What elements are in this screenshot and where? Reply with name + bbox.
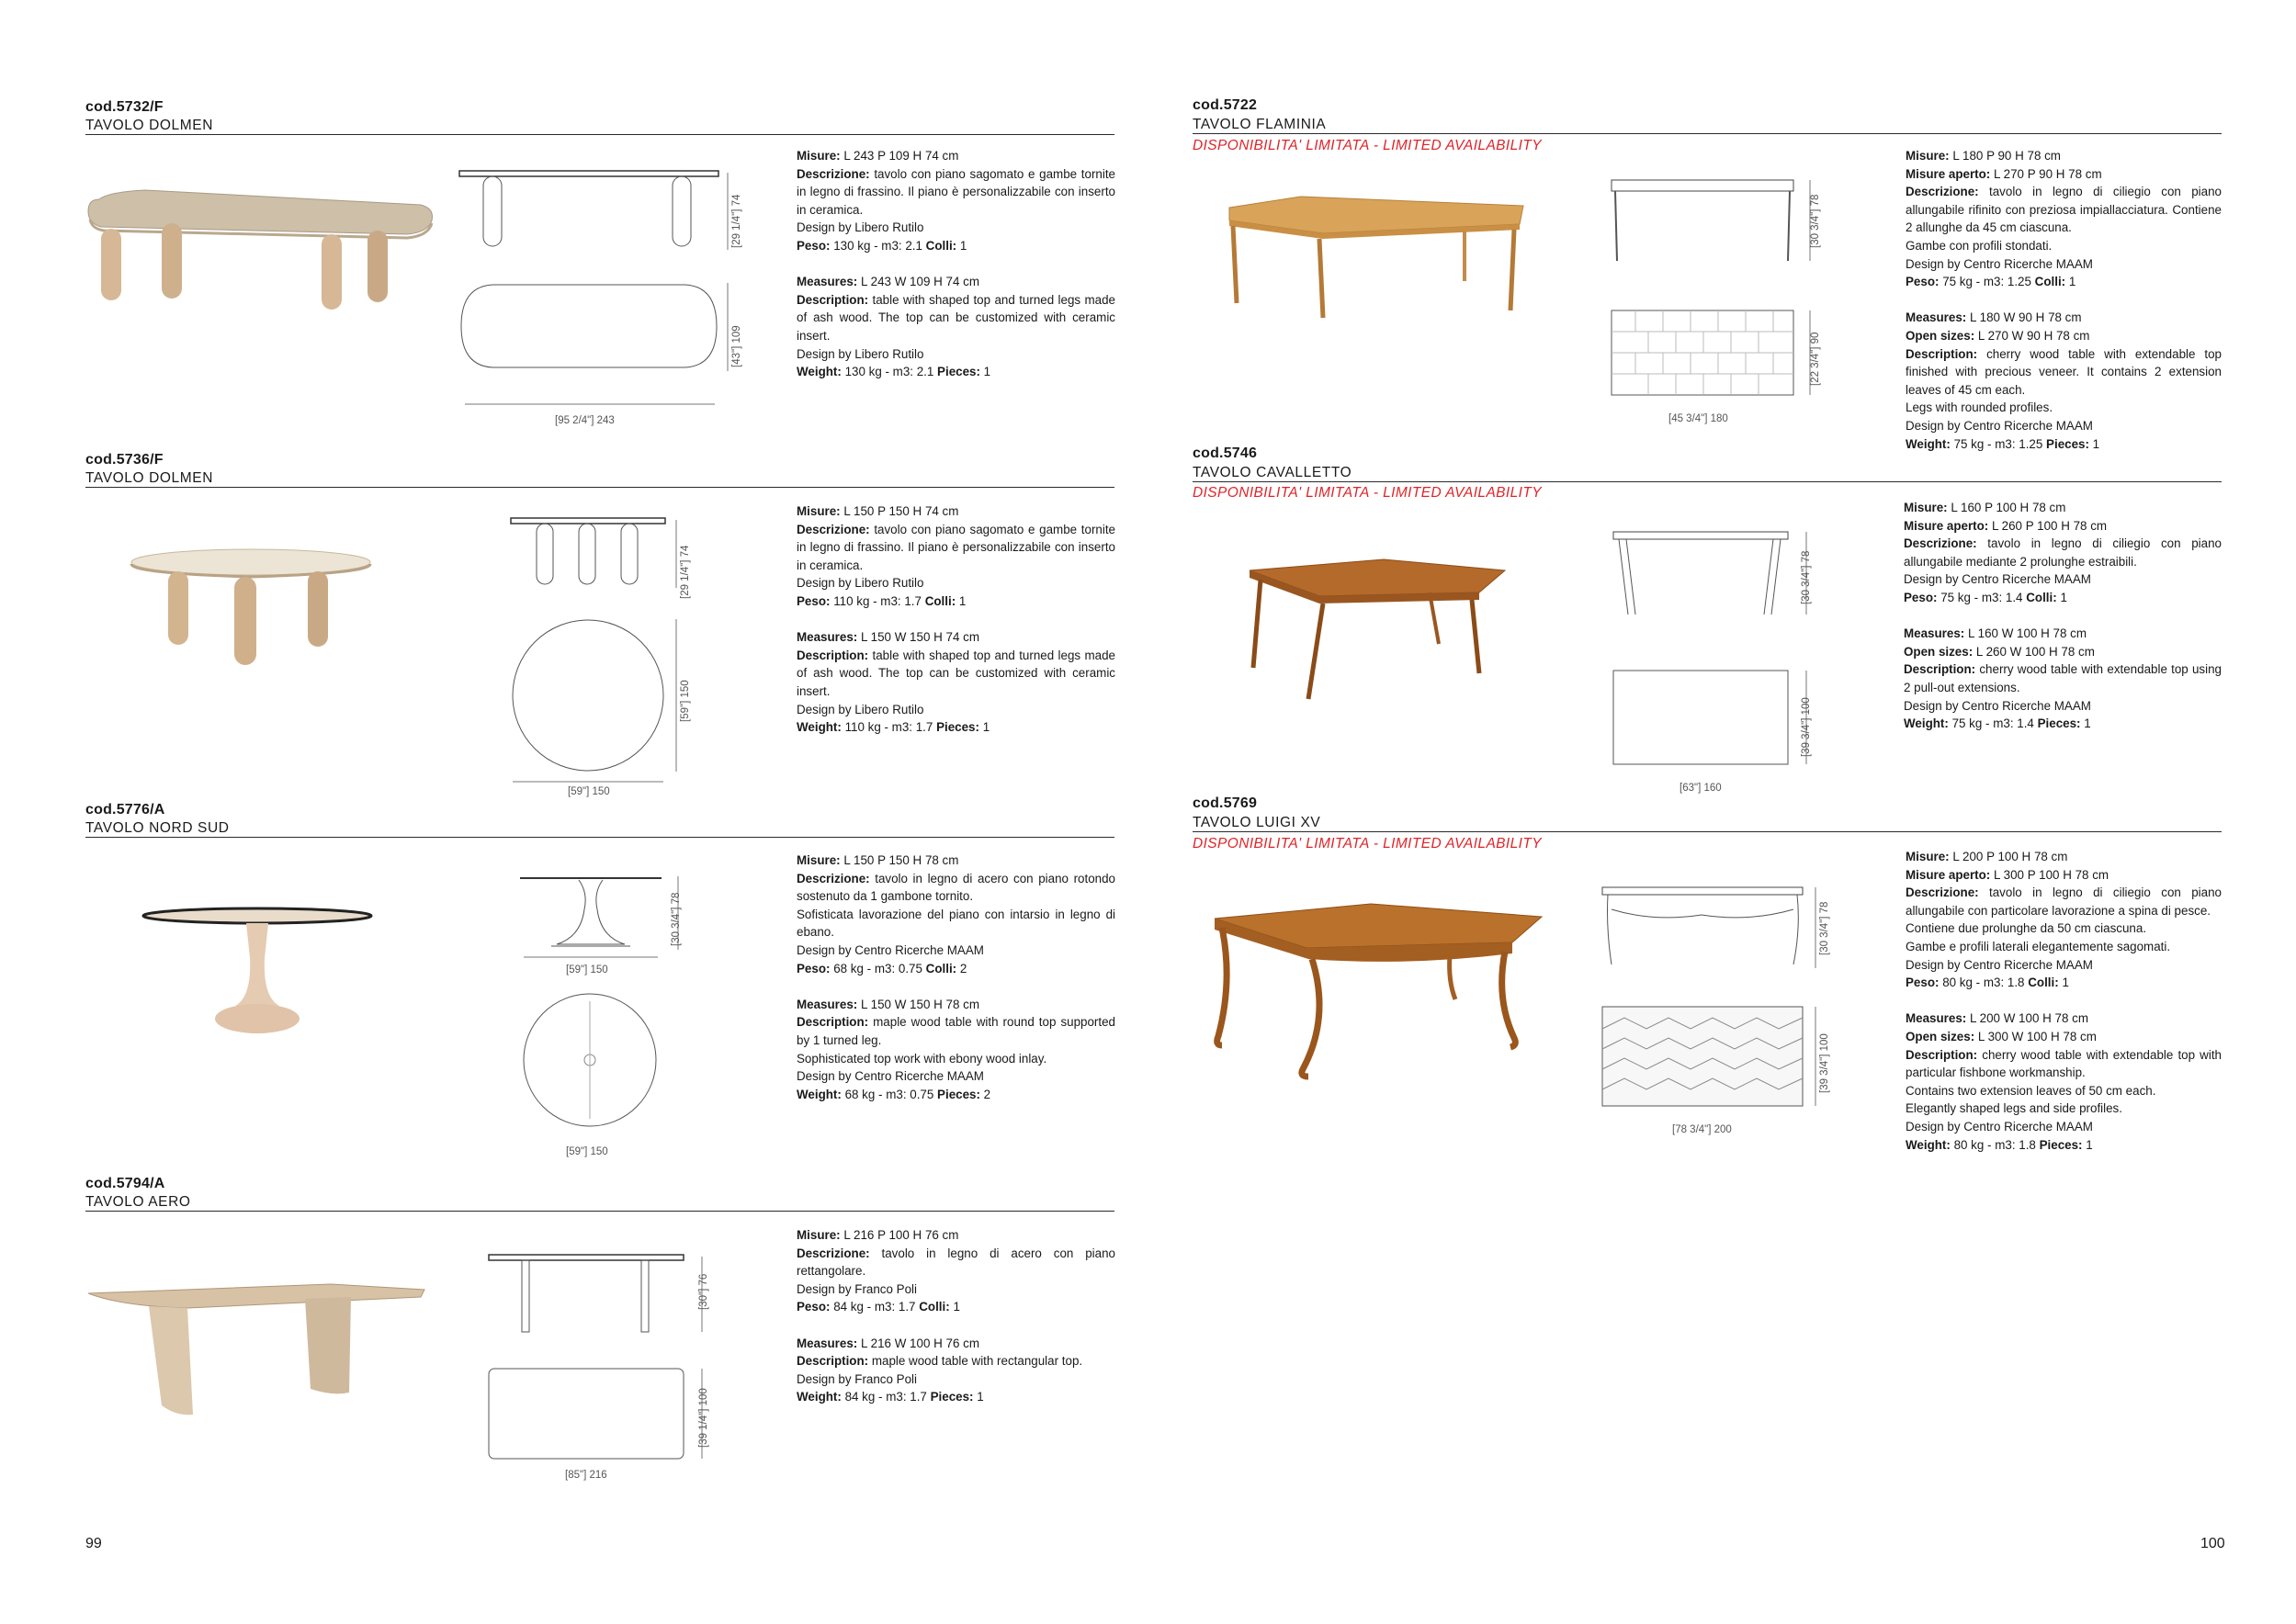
product-code: cod.5732/F xyxy=(85,99,164,115)
spec-line: Misure aperto: L 260 P 100 H 78 cm xyxy=(1904,518,2108,533)
spec-line: Design by Centro Ricerche MAAM xyxy=(1904,572,2091,587)
weight-line: Peso: 75 kg - m3: 1.4 Colli: 1 xyxy=(1904,590,2067,604)
spec-line: Descrizione: tavolo in legno di acero con piano rettangolare. xyxy=(797,1246,1115,1279)
weight-line: Weight: 68 kg - m3: 0.75 Pieces: 2 xyxy=(797,1087,991,1101)
weight-line: Weight: 110 kg - m3: 1.7 Pieces: 1 xyxy=(797,720,990,735)
spec-line: Design by Franco Poli xyxy=(797,1371,917,1386)
dimension-label: [30 3/4"] 78 xyxy=(1801,550,1812,604)
spec-line: Misure: L 160 P 100 H 78 cm xyxy=(1904,501,2066,514)
spec-line: Descrizione: tavolo in legno di ciliegio con piano allungabile rifinito con preziosa impiallacciatura. Contiene 2 allunghe da 45 cm ciascuna. xyxy=(1906,185,2222,235)
section-divider xyxy=(1193,481,2222,482)
spec-line: Misure: L 216 P 100 H 76 cm xyxy=(797,1228,959,1242)
product-photo-flaminia xyxy=(1224,193,1527,321)
product-description xyxy=(797,1226,1115,1406)
product-description xyxy=(797,851,1115,1103)
product-code: cod.5794/A xyxy=(85,1176,165,1191)
dimension-label: [59"] 150 xyxy=(566,964,608,976)
spec-line: Design by Centro Ricerche MAAM xyxy=(1906,418,2093,433)
spec-line: Open sizes: L 300 W 100 H 78 cm xyxy=(1906,1029,2097,1043)
dimension-label: [22 3/4"] 90 xyxy=(1810,332,1821,386)
dimension-label: [43"] 109 xyxy=(731,325,742,367)
spec-line: Open sizes: L 260 W 100 H 78 cm xyxy=(1904,644,2095,659)
product-description xyxy=(1906,848,2222,1154)
product-photo-cavalletto xyxy=(1246,556,1512,703)
page-number-left: 99 xyxy=(85,1536,102,1551)
weight-line: Peso: 110 kg - m3: 1.7 Colli: 1 xyxy=(797,593,967,608)
dimension-label: [30 3/4"] 78 xyxy=(1819,901,1830,955)
product-code: cod.5736/F xyxy=(85,452,164,468)
weight-line: Weight: 84 kg - m3: 1.7 Pieces: 1 xyxy=(797,1390,984,1404)
product-photo-nord-sud xyxy=(138,905,377,1052)
spec-line: Description: cherry wood table with extendable top with particular fishbone workmanship. xyxy=(1906,1047,2222,1080)
spec-line: Design by Franco Poli xyxy=(797,1281,917,1296)
dimension-label: [59"] 150 xyxy=(680,680,691,722)
spec-line: Sophisticated top work with ebony wood inlay. xyxy=(797,1051,1047,1066)
availability-notice: DISPONIBILITA' LIMITATA - LIMITED AVAILABILITY xyxy=(1193,836,1542,851)
dimension-label: [95 2/4"] 243 xyxy=(555,415,615,426)
spec-line: Contiene due prolunghe da 50 cm ciascuna. xyxy=(1906,921,2147,936)
product-name: TAVOLO DOLMEN xyxy=(85,118,213,133)
spec-line: Misure: L 200 P 100 H 78 cm xyxy=(1906,850,2068,863)
dimension-label: [39 3/4"] 100 xyxy=(1819,1033,1830,1093)
dimension-label: [45 3/4"] 180 xyxy=(1668,413,1728,424)
spec-line: Description: table with shaped top and turned legs made of ash wood. The top can be customized with ceramic insert. xyxy=(797,292,1115,343)
weight-line: Peso: 75 kg - m3: 1.25 Colli: 1 xyxy=(1906,275,2076,289)
spec-line: Design by Libero Rutilo xyxy=(797,346,924,361)
product-description xyxy=(797,502,1115,737)
spec-line: Design by Centro Ricerche MAAM xyxy=(1906,256,2093,271)
spec-line: Gambe con profili stondati. xyxy=(1906,238,2053,253)
section-divider xyxy=(85,837,1114,838)
spec-line: Misure: L 150 P 150 H 74 cm xyxy=(797,504,959,518)
spec-line: Legs with rounded profiles. xyxy=(1906,400,2053,415)
product-code: cod.5769 xyxy=(1193,795,1258,811)
spec-line: Description: cherry wood table with extendable top using 2 pull-out extensions. xyxy=(1904,662,2222,694)
spec-line: Description: table with shaped top and turned legs made of ash wood. The top can be customized with ceramic insert. xyxy=(797,648,1115,698)
spec-line: Elegantly shaped legs and side profiles. xyxy=(1906,1101,2122,1116)
product-name: TAVOLO AERO xyxy=(85,1194,191,1210)
availability-notice: DISPONIBILITA' LIMITATA - LIMITED AVAILABILITY xyxy=(1193,485,1542,501)
spec-line: Misure: L 243 P 109 H 74 cm xyxy=(797,149,959,163)
weight-line: Weight: 75 kg - m3: 1.25 Pieces: 1 xyxy=(1906,436,2100,451)
weight-line: Peso: 84 kg - m3: 1.7 Colli: 1 xyxy=(797,1300,960,1314)
product-name: TAVOLO FLAMINIA xyxy=(1193,117,1327,132)
product-code: cod.5746 xyxy=(1193,445,1258,461)
spec-line: Measures: L 216 W 100 H 76 cm xyxy=(797,1336,979,1350)
product-description xyxy=(1906,147,2222,453)
availability-notice: DISPONIBILITA' LIMITATA - LIMITED AVAILABILITY xyxy=(1193,138,1542,153)
section-divider xyxy=(1193,133,2222,134)
dimension-label: [78 3/4"] 200 xyxy=(1672,1124,1732,1135)
dimension-label: [39 1/4"] 100 xyxy=(698,1388,709,1448)
product-code: cod.5776/A xyxy=(85,802,165,818)
dimension-label: [30"] 76 xyxy=(698,1273,709,1310)
product-photo-dolmen-round xyxy=(124,540,381,678)
dimension-label: [29 1/4"] 74 xyxy=(680,545,691,599)
technical-drawing xyxy=(1608,176,1819,406)
spec-line: Descrizione: tavolo in legno di ciliegio con piano allungabile mediante 2 prolunghe estraibili. xyxy=(1904,536,2222,569)
product-description xyxy=(797,147,1115,381)
spec-line: Descrizione: tavolo con piano sagomato e gambe tornite in legno di frassino. Il piano è personalizzabile con inserto in ceramica. xyxy=(797,166,1115,217)
section-divider xyxy=(85,134,1114,135)
weight-line: Weight: 130 kg - m3: 2.1 Pieces: 1 xyxy=(797,365,991,379)
spec-line: Gambe e profili laterali elegantemente sagomati. xyxy=(1906,939,2171,953)
dimension-label: [39 3/4"] 100 xyxy=(1801,697,1812,757)
product-photo-aero xyxy=(85,1277,434,1433)
spec-line: Measures: L 150 W 150 H 74 cm xyxy=(797,630,979,645)
weight-line: Peso: 80 kg - m3: 1.8 Colli: 1 xyxy=(1906,976,2069,990)
spec-line: Description: cherry wood table with extendable top finished with precious veneer. It contains 2 extension leaves of 45 cm each. xyxy=(1906,346,2222,397)
product-code: cod.5722 xyxy=(1193,97,1258,113)
product-name: TAVOLO LUIGI XV xyxy=(1193,815,1321,830)
spec-line: Descrizione: tavolo con piano sagomato e gambe tornite in legno di frassino. Il piano è personalizzabile con inserto in ceramica. xyxy=(797,522,1115,572)
section-divider xyxy=(85,1211,1114,1212)
dimension-label: [59"] 150 xyxy=(568,786,610,797)
spec-line: Design by Centro Ricerche MAAM xyxy=(1904,698,2091,713)
dimension-label: [63"] 160 xyxy=(1680,783,1722,794)
spec-line: Descrizione: tavolo in legno di ciliegio con piano allungabile con particolare lavorazione a spina di pesce. xyxy=(1906,885,2222,918)
technical-drawing xyxy=(1610,528,1821,776)
spec-line: Measures: L 150 W 150 H 78 cm xyxy=(797,997,979,1011)
spec-line: Misure: L 150 P 150 H 78 cm xyxy=(797,853,959,867)
technical-drawing xyxy=(456,165,731,423)
spec-line: Measures: L 160 W 100 H 78 cm xyxy=(1904,626,2087,641)
spec-line: Open sizes: L 270 W 90 H 78 cm xyxy=(1906,328,2090,343)
dimension-label: [29 1/4"] 74 xyxy=(731,194,742,248)
spec-line: Design by Centro Ricerche MAAM xyxy=(1906,957,2093,972)
dimension-label: [30 3/4"] 78 xyxy=(1810,194,1821,248)
dimension-label: [30 3/4"] 78 xyxy=(671,892,682,946)
dimension-label: [59"] 150 xyxy=(566,1146,608,1157)
spec-line: Design by Centro Ricerche MAAM xyxy=(797,1069,984,1084)
spec-line: Misure aperto: L 270 P 90 H 78 cm xyxy=(1906,166,2102,181)
spec-line: Descrizione: tavolo in legno di acero con piano rotondo sostenuto da 1 gambone tornito. xyxy=(797,871,1115,904)
product-name: TAVOLO DOLMEN xyxy=(85,470,213,486)
spec-line: Description: maple wood table with round top supported by 1 turned leg. xyxy=(797,1015,1115,1047)
spec-line: Description: maple wood table with rectangular top. xyxy=(797,1354,1083,1369)
spec-line: Misure aperto: L 300 P 100 H 78 cm xyxy=(1906,867,2109,882)
product-photo-dolmen-oval xyxy=(81,179,439,326)
product-description xyxy=(1904,499,2222,733)
technical-drawing xyxy=(1599,882,1819,1125)
spec-line: Design by Libero Rutilo xyxy=(797,702,924,716)
spec-line: Measures: L 180 W 90 H 78 cm xyxy=(1906,310,2082,325)
weight-line: Peso: 68 kg - m3: 0.75 Colli: 2 xyxy=(797,961,967,976)
dimension-label: [85"] 216 xyxy=(565,1470,607,1481)
page-number-right: 100 xyxy=(2200,1536,2225,1551)
spec-line: Design by Centro Ricerche MAAM xyxy=(1906,1119,2093,1133)
spec-line: Measures: L 243 W 109 H 74 cm xyxy=(797,275,979,289)
section-divider xyxy=(1193,831,2222,832)
spec-line: Contains two extension leaves of 50 cm each. xyxy=(1906,1083,2156,1098)
spec-line: Design by Libero Rutilo xyxy=(797,576,924,591)
weight-line: Weight: 80 kg - m3: 1.8 Pieces: 1 xyxy=(1906,1137,2093,1152)
product-name: TAVOLO CAVALLETTO xyxy=(1193,465,1352,480)
weight-line: Weight: 75 kg - m3: 1.4 Pieces: 1 xyxy=(1904,716,2091,731)
section-divider xyxy=(85,487,1114,488)
spec-line: Sofisticata lavorazione del piano con intarsio in legno di ebano. xyxy=(797,907,1115,940)
weight-line: Peso: 130 kg - m3: 2.1 Colli: 1 xyxy=(797,238,967,253)
technical-drawing xyxy=(485,1249,715,1460)
product-name: TAVOLO NORD SUD xyxy=(85,820,230,836)
technical-drawing xyxy=(505,514,698,790)
spec-line: Design by Centro Ricerche MAAM xyxy=(797,942,984,957)
spec-line: Measures: L 200 W 100 H 78 cm xyxy=(1906,1011,2088,1026)
spec-line: Design by Libero Rutilo xyxy=(797,220,924,235)
product-photo-luigi-xv xyxy=(1205,898,1545,1082)
spec-line: Misure: L 180 P 90 H 78 cm xyxy=(1906,149,2061,163)
